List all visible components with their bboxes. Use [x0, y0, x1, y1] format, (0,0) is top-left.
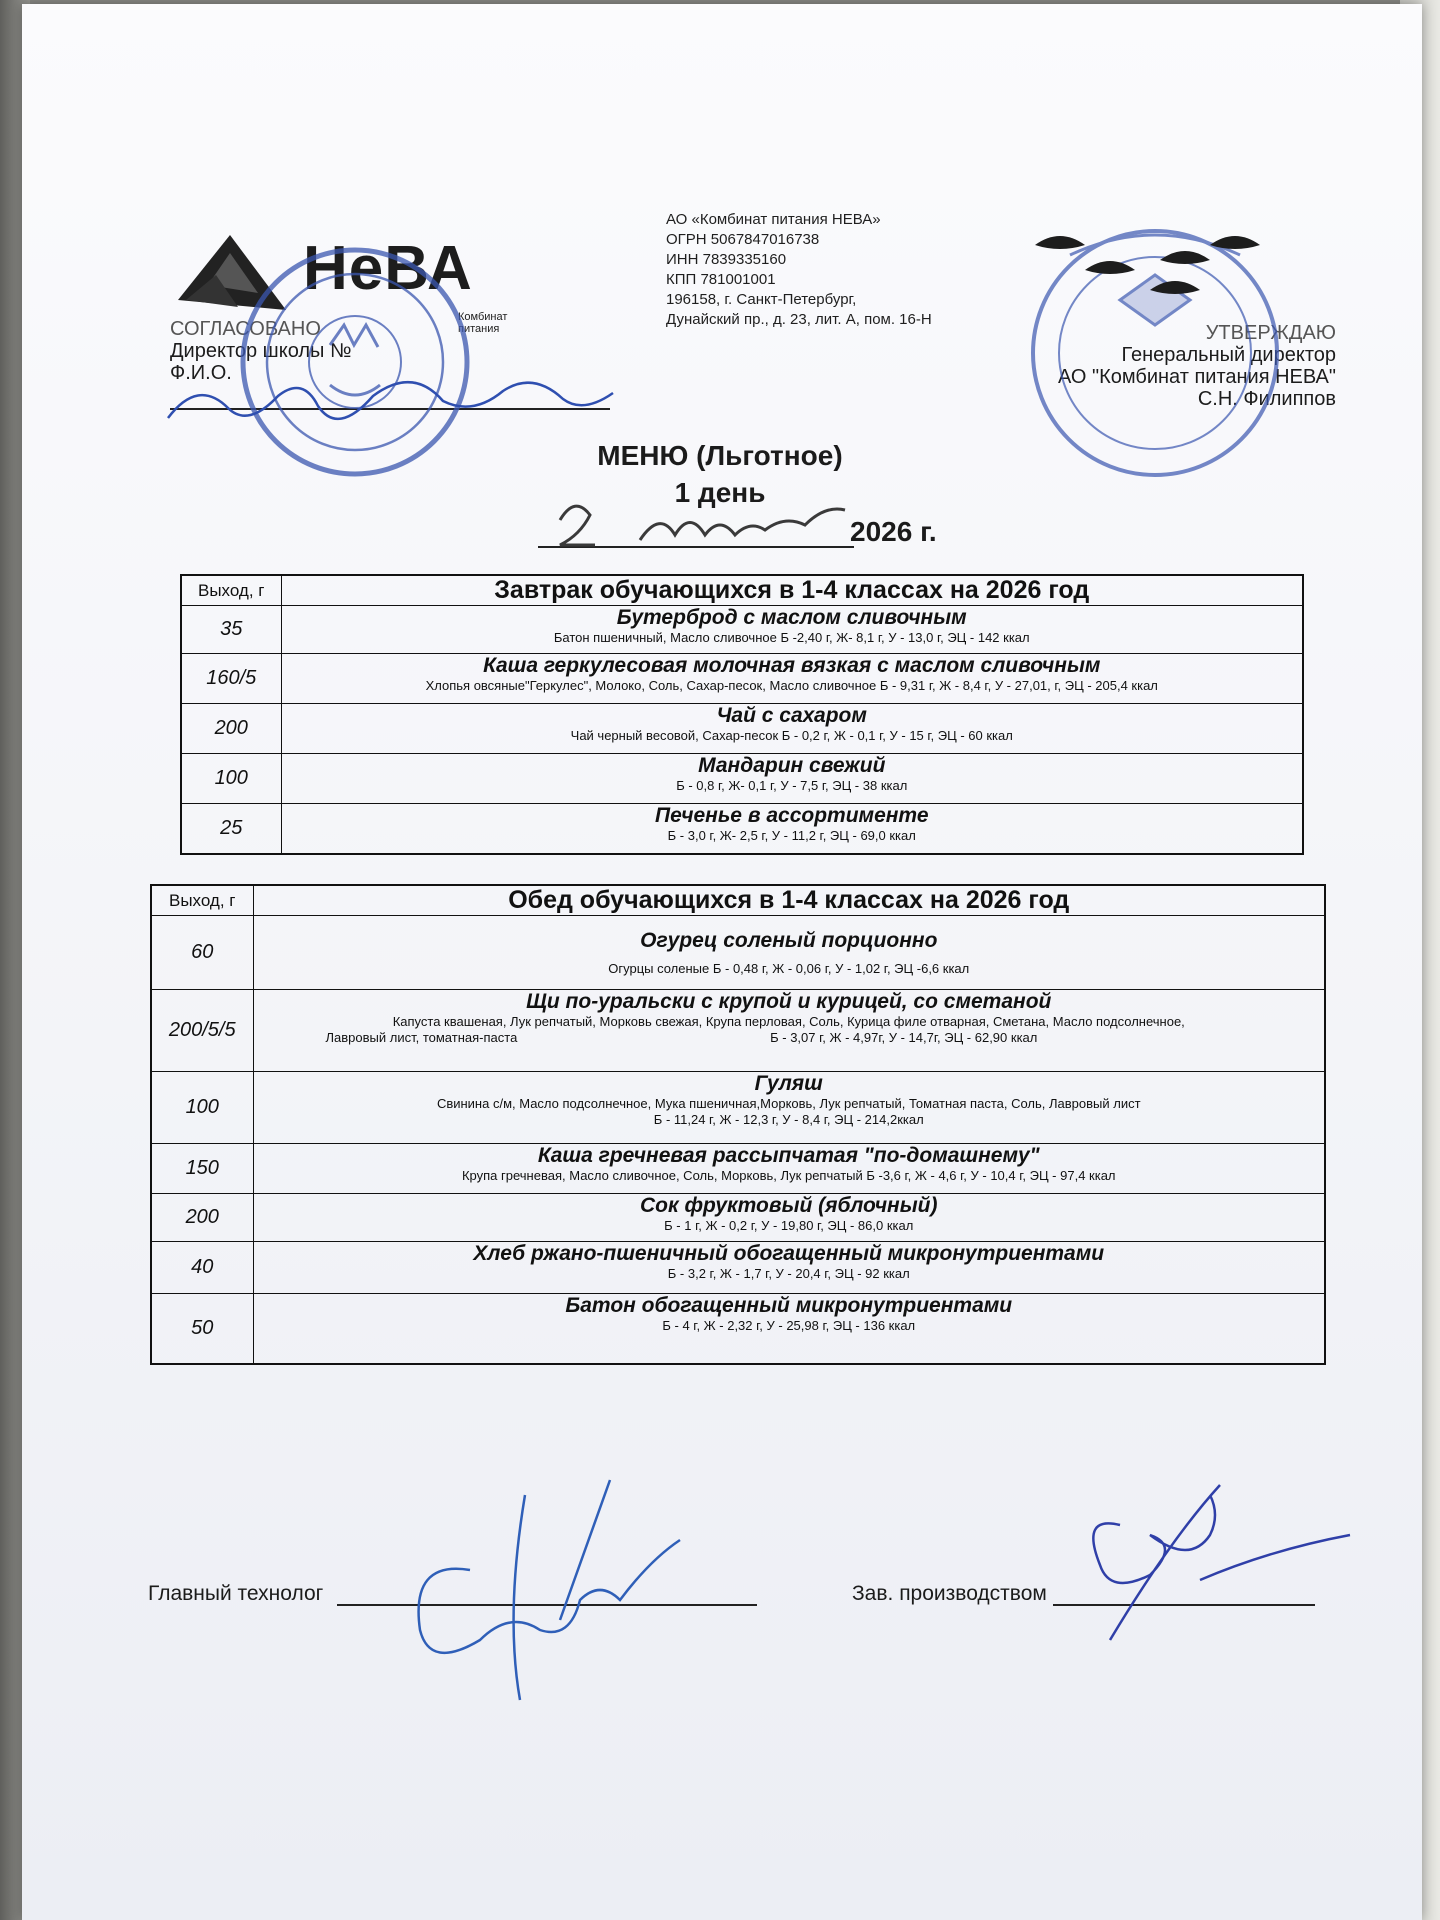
dish-name: Печенье в ассортименте [654, 804, 929, 827]
breakfast-table [180, 574, 1304, 855]
dish-info: Б - 4 г, Ж - 2,32 г, У - 25,98 г, ЭЦ - 136 ккал [662, 1318, 916, 1333]
menu-day: 1 день [674, 477, 766, 508]
dish-output: 200/5/5 [151, 990, 253, 1072]
logo-mountain-icon [168, 215, 308, 325]
company-requisites [666, 210, 986, 330]
table-row [151, 1242, 1325, 1294]
company-line: ОГРН 5067847016738 [666, 231, 820, 248]
production-head-label: Зав. производством [852, 1582, 1047, 1605]
approve-block [1058, 322, 1336, 410]
company-line: Дунайский пр., д. 23, лит. А, пом. 16-Н [666, 311, 932, 328]
dish-name: Сок фруктовый (яблочный) [640, 1194, 938, 1217]
dish-cell [253, 1194, 1325, 1242]
dish-cell [281, 704, 1303, 754]
table-row [181, 654, 1303, 704]
breakfast-title: Завтрак обучающихся в 1-4 классах на 2026 год [281, 575, 1303, 606]
lunch-title: Обед обучающихся в 1-4 классах на 2026 год [253, 885, 1325, 916]
output-column-header: Выход, г [181, 575, 281, 606]
production-head-signature [852, 1582, 1315, 1606]
table-row [151, 990, 1325, 1072]
approve-company: АО "Комбинат питания НЕВА" [1057, 366, 1336, 388]
table-row [151, 1072, 1325, 1144]
dish-name: Щи по-уральски с крупой и курицей, со сметаной [526, 990, 1052, 1013]
dish-info: Б - 1 г, Ж - 0,2 г, У - 19,80 г, ЭЦ - 86,0 ккал [664, 1218, 914, 1233]
dish-cell [281, 654, 1303, 704]
agreed-block [170, 318, 610, 410]
logo-subtitle: Комбинат питания [458, 311, 508, 335]
agreed-heading: СОГЛАСОВАНО [170, 318, 321, 340]
table-row [151, 916, 1325, 990]
dish-cell [281, 754, 1303, 804]
dish-output: 25 [181, 804, 281, 854]
menu-title: МЕНЮ (Льготное) [597, 440, 843, 471]
dish-info: Б - 3,0 г, Ж- 2,5 г, У - 11,2 г, ЭЦ - 69,0 ккал [667, 828, 916, 843]
dish-info-line2: Б - 11,24 г, Ж - 12,3 г, У - 8,4 г, ЭЦ - 214,2ккал [653, 1112, 924, 1127]
dish-info: Б - 0,8 г, Ж- 0,1 г, У - 7,5 г, ЭЦ - 38 ккал [676, 778, 908, 793]
company-line: ИНН 7839335160 [666, 251, 787, 268]
table-row [151, 1294, 1325, 1364]
company-line: АО «Комбинат питания НЕВА» [666, 211, 881, 228]
dish-cell [253, 1072, 1325, 1144]
table-row [181, 704, 1303, 754]
approve-position: Генеральный директор [1121, 344, 1336, 366]
dish-cell [281, 804, 1303, 854]
dish-info: Свинина с/м, Масло подсолнечное, Мука пшеничная,Морковь, Лук репчатый, Томатная паста, Соль, Лавровый лист [436, 1096, 1141, 1111]
dish-output: 60 [151, 916, 253, 990]
company-line: КПП 781001001 [666, 271, 776, 288]
dish-output: 150 [151, 1144, 253, 1194]
dish-output: 100 [181, 754, 281, 804]
agreed-signature-line [170, 384, 610, 410]
dish-name: Огурец соленый порционно [640, 928, 938, 952]
dish-output: 35 [181, 606, 281, 654]
dish-name: Гуляш [754, 1072, 823, 1095]
output-column-header: Выход, г [151, 885, 253, 916]
dish-cell [253, 1242, 1325, 1294]
dish-cell [281, 606, 1303, 654]
dish-cell [253, 916, 1325, 990]
table-row [181, 606, 1303, 654]
dish-name: Чай с сахаром [716, 704, 867, 727]
agreed-name-label: Ф.И.О. [170, 362, 232, 384]
table-header-row [151, 885, 1325, 916]
dish-info: Хлопья овсяные"Геркулес", Молоко, Соль, Сахар-песок, Масло сливочное Б - 9,31 г, Ж - 8,4 г, У - 27,01, г, ЭЦ - 205,4 ккал [425, 678, 1158, 693]
signature-line [1053, 1582, 1315, 1606]
dish-output: 100 [151, 1072, 253, 1144]
dish-info: Огурцы соленые Б - 0,48 г, Ж - 0,06 г, У - 1,02 г, ЭЦ -6,6 ккал [608, 960, 970, 976]
dish-cell [253, 990, 1325, 1072]
dish-info-line2: Лавровый лист, томатная-паста Б - 3,07 г, Ж - 4,97г, У - 14,7г, ЭЦ - 62,90 ккал [325, 1030, 1038, 1045]
menu-year: 2026 г. [850, 516, 937, 547]
dish-output: 200 [181, 704, 281, 754]
dish-info: Крупа гречневая, Масло сливочное, Соль, Морковь, Лук репчатый Б -3,6 г, Ж - 4,6 г, У - 10,4 г, ЭЦ - 97,4 ккал [461, 1168, 1116, 1183]
company-line: 196158, г. Санкт-Петербург, [666, 291, 857, 308]
dish-name: Хлеб ржано-пшеничный обогащенный микронутриентами [473, 1242, 1105, 1265]
approve-name: С.Н. Филиппов [1197, 388, 1336, 410]
date-underline [538, 546, 854, 548]
agreed-position: Директор школы № [170, 340, 352, 362]
dish-name: Каша гречневая рассыпчатая "по-домашнему" [537, 1144, 1040, 1167]
dish-info: Чай черный весовой, Сахар-песок Б - 0,2 г, Ж - 0,1 г, У - 15 г, ЭЦ - 60 ккал [570, 728, 1013, 743]
table-row [181, 804, 1303, 854]
table-header-row [181, 575, 1303, 606]
logo-word: НеВА [303, 234, 473, 303]
lunch-table [150, 884, 1326, 1365]
dish-info: Капуста квашеная, Лук репчатый, Морковь свежая, Крупа перловая, Соль, Курица филе отварная, Сметана, Масло подсолнечное, [392, 1014, 1185, 1029]
approve-heading: УТВЕРЖДАЮ [1205, 322, 1336, 344]
dish-name: Батон обогащенный микронутриентами [565, 1294, 1013, 1317]
dish-output: 160/5 [181, 654, 281, 704]
table-row [181, 754, 1303, 804]
signature-line [337, 1582, 757, 1606]
dish-output: 40 [151, 1242, 253, 1294]
dish-name: Мандарин свежий [698, 754, 886, 777]
dish-name: Бутерброд с маслом сливочным [616, 606, 967, 629]
table-row [151, 1194, 1325, 1242]
dish-output: 50 [151, 1294, 253, 1364]
chief-technologist-signature [148, 1582, 757, 1606]
dish-info: Батон пшеничный, Масло сливочное Б -2,40 г, Ж- 8,1 г, У - 13,0 г, ЭЦ - 142 ккал [553, 630, 1030, 645]
dish-cell [253, 1144, 1325, 1194]
dish-info: Б - 3,2 г, Ж - 1,7 г, У - 20,4 г, ЭЦ - 92 ккал [667, 1266, 910, 1281]
table-row [151, 1144, 1325, 1194]
dish-output: 200 [151, 1194, 253, 1242]
dish-cell [253, 1294, 1325, 1364]
dish-name: Каша геркулесовая молочная вязкая с маслом сливочным [483, 654, 1101, 677]
chief-technologist-label: Главный технолог [148, 1582, 324, 1605]
